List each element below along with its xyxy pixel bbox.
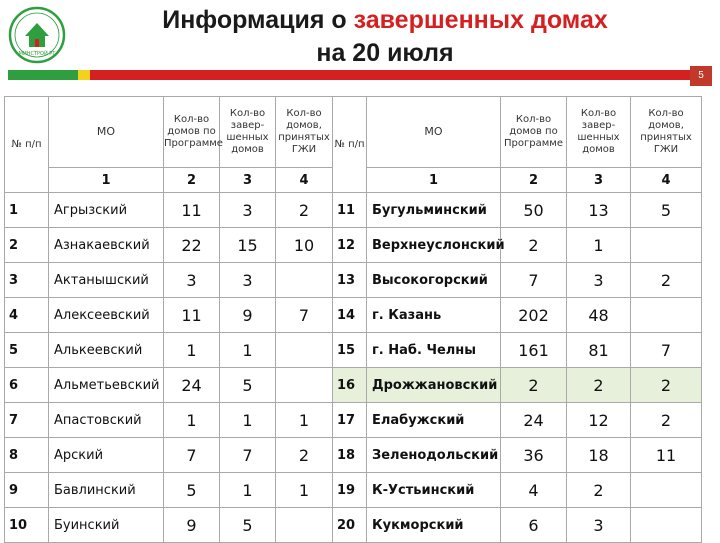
cell-right-done: 12: [567, 403, 631, 438]
band-green: [8, 70, 78, 80]
table-row: [5, 193, 702, 228]
band-yellow: [78, 70, 90, 80]
cell-right-accepted: 2: [631, 263, 702, 298]
cell-right-program: 2: [501, 228, 567, 263]
col-program-header-right: Кол-во домов по Программе: [501, 97, 567, 168]
col-mo-header-right: МО: [367, 97, 501, 168]
cell-left-no: 6: [5, 368, 49, 403]
cell-right-accepted: 5: [631, 193, 702, 228]
cell-left-program: 1: [164, 403, 220, 438]
cell-right-done: 1: [567, 228, 631, 263]
cell-left-done: 1: [220, 333, 276, 368]
cell-left-name: Алькеевский: [49, 333, 164, 368]
logo-text: МИНСТРОЙ РТ: [18, 51, 56, 57]
cell-left-done: 1: [220, 473, 276, 508]
cell-left-program: 5: [164, 473, 220, 508]
cell-left-program: 22: [164, 228, 220, 263]
cell-right-name: Бугульминский: [367, 193, 501, 228]
title-highlight: завершенных домах: [353, 6, 608, 34]
cell-right-program: 4: [501, 473, 567, 508]
cell-left-program: 24: [164, 368, 220, 403]
colnum-4-right: 4: [631, 168, 702, 193]
cell-right-program: 6: [501, 508, 567, 543]
colnum-2: 2: [164, 168, 220, 193]
cell-left-name: Буинский: [49, 508, 164, 543]
cell-left-no: 1: [5, 193, 49, 228]
cell-right-done: 48: [567, 298, 631, 333]
cell-left-name: Агрызский: [49, 193, 164, 228]
cell-right-no: 20: [333, 508, 367, 543]
cell-right-accepted: 7: [631, 333, 702, 368]
cell-right-name: Кукморский: [367, 508, 501, 543]
cell-left-name: Актанышский: [49, 263, 164, 298]
cell-right-done: 2: [567, 368, 631, 403]
colnum-1-right: 1: [367, 168, 501, 193]
col-no-header: № п/п: [5, 97, 49, 193]
cell-right-done: 3: [567, 263, 631, 298]
cell-left-done: 5: [220, 368, 276, 403]
table-row: [5, 298, 702, 333]
cell-left-done: 3: [220, 263, 276, 298]
cell-left-done: 5: [220, 508, 276, 543]
cell-left-name: Азнакаевский: [49, 228, 164, 263]
table-row: [5, 263, 702, 298]
cell-left-accepted: [276, 368, 333, 403]
colnum-3-right: 3: [567, 168, 631, 193]
cell-left-done: 7: [220, 438, 276, 473]
cell-right-program: 202: [501, 298, 567, 333]
cell-left-no: 4: [5, 298, 49, 333]
header-row: [5, 97, 702, 168]
cell-right-no: 19: [333, 473, 367, 508]
table-row: [5, 403, 702, 438]
cell-right-name: К-Устьинский: [367, 473, 501, 508]
colnum-3: 3: [220, 168, 276, 193]
cell-left-no: 5: [5, 333, 49, 368]
cell-left-accepted: [276, 263, 333, 298]
cell-left-name: Бавлинский: [49, 473, 164, 508]
colnum-2-right: 2: [501, 168, 567, 193]
cell-left-name: Арский: [49, 438, 164, 473]
col-mo-header: МО: [49, 97, 164, 168]
cell-left-accepted: 2: [276, 438, 333, 473]
title-part-1: Информация о: [162, 6, 354, 34]
table-row: [5, 333, 702, 368]
page-title: [90, 4, 680, 70]
cell-right-no: 15: [333, 333, 367, 368]
cell-right-program: 50: [501, 193, 567, 228]
cell-left-program: 11: [164, 193, 220, 228]
ministry-logo: [8, 6, 66, 64]
cell-left-program: 11: [164, 298, 220, 333]
cell-left-done: 15: [220, 228, 276, 263]
cell-right-no: 17: [333, 403, 367, 438]
cell-left-accepted: [276, 333, 333, 368]
cell-left-done: 1: [220, 403, 276, 438]
cell-right-name: Высокогорский: [367, 263, 501, 298]
cell-right-done: 3: [567, 508, 631, 543]
table-row: [5, 508, 702, 543]
cell-left-accepted: 1: [276, 473, 333, 508]
cell-left-accepted: [276, 508, 333, 543]
cell-left-no: 3: [5, 263, 49, 298]
table-row: [5, 228, 702, 263]
cell-left-no: 9: [5, 473, 49, 508]
houses-table: [4, 96, 702, 543]
colnum-4: 4: [276, 168, 333, 193]
cell-left-accepted: 1: [276, 403, 333, 438]
cell-right-no: 18: [333, 438, 367, 473]
cell-right-accepted: 2: [631, 368, 702, 403]
cell-left-program: 9: [164, 508, 220, 543]
cell-left-no: 10: [5, 508, 49, 543]
cell-right-program: 7: [501, 263, 567, 298]
cell-right-done: 18: [567, 438, 631, 473]
cell-left-no: 2: [5, 228, 49, 263]
cell-right-program: 2: [501, 368, 567, 403]
cell-left-accepted: 10: [276, 228, 333, 263]
cell-left-program: 3: [164, 263, 220, 298]
cell-left-program: 1: [164, 333, 220, 368]
cell-right-program: 36: [501, 438, 567, 473]
cell-right-name: Елабужский: [367, 403, 501, 438]
band-red: [90, 70, 690, 80]
cell-right-program: 161: [501, 333, 567, 368]
cell-right-name: г. Наб. Челны: [367, 333, 501, 368]
col-done-header-right: Кол-во завер-шенных домов: [567, 97, 631, 168]
cell-right-done: 2: [567, 473, 631, 508]
cell-right-no: 16: [333, 368, 367, 403]
col-accepted-header: Кол-во домов, принятых ГЖИ: [276, 97, 333, 168]
cell-right-no: 13: [333, 263, 367, 298]
cell-left-program: 7: [164, 438, 220, 473]
cell-left-done: 3: [220, 193, 276, 228]
cell-right-no: 12: [333, 228, 367, 263]
cell-left-accepted: 7: [276, 298, 333, 333]
cell-right-accepted: [631, 508, 702, 543]
cell-right-name: Верхнеуслонский: [367, 228, 501, 263]
cell-right-done: 81: [567, 333, 631, 368]
col-accepted-header-right: Кол-во домов, принятых ГЖИ: [631, 97, 702, 168]
cell-left-no: 7: [5, 403, 49, 438]
cell-left-no: 8: [5, 438, 49, 473]
colnum-1: 1: [49, 168, 164, 193]
cell-left-done: 9: [220, 298, 276, 333]
cell-left-accepted: 2: [276, 193, 333, 228]
col-no-header-right: № п/п: [333, 97, 367, 193]
table-row: [5, 473, 702, 508]
cell-right-name: Дрожжановский: [367, 368, 501, 403]
table-row: [5, 438, 702, 473]
cell-left-name: Алексеевский: [49, 298, 164, 333]
table-row: [5, 368, 702, 403]
cell-right-program: 24: [501, 403, 567, 438]
cell-right-no: 11: [333, 193, 367, 228]
page-number: 5: [690, 66, 712, 86]
cell-right-no: 14: [333, 298, 367, 333]
col-program-header: Кол-во домов по Программе: [164, 97, 220, 168]
cell-right-name: Зеленодольский: [367, 438, 501, 473]
col-done-header: Кол-во завер-шенных домов: [220, 97, 276, 168]
title-line-2: на 20 июля: [316, 39, 454, 67]
cell-right-name: г. Казань: [367, 298, 501, 333]
cell-right-accepted: 11: [631, 438, 702, 473]
cell-right-accepted: [631, 298, 702, 333]
cell-left-name: Альметьевский: [49, 368, 164, 403]
cell-right-done: 13: [567, 193, 631, 228]
cell-right-accepted: [631, 228, 702, 263]
cell-left-name: Апастовский: [49, 403, 164, 438]
cell-right-accepted: [631, 473, 702, 508]
cell-right-accepted: 2: [631, 403, 702, 438]
